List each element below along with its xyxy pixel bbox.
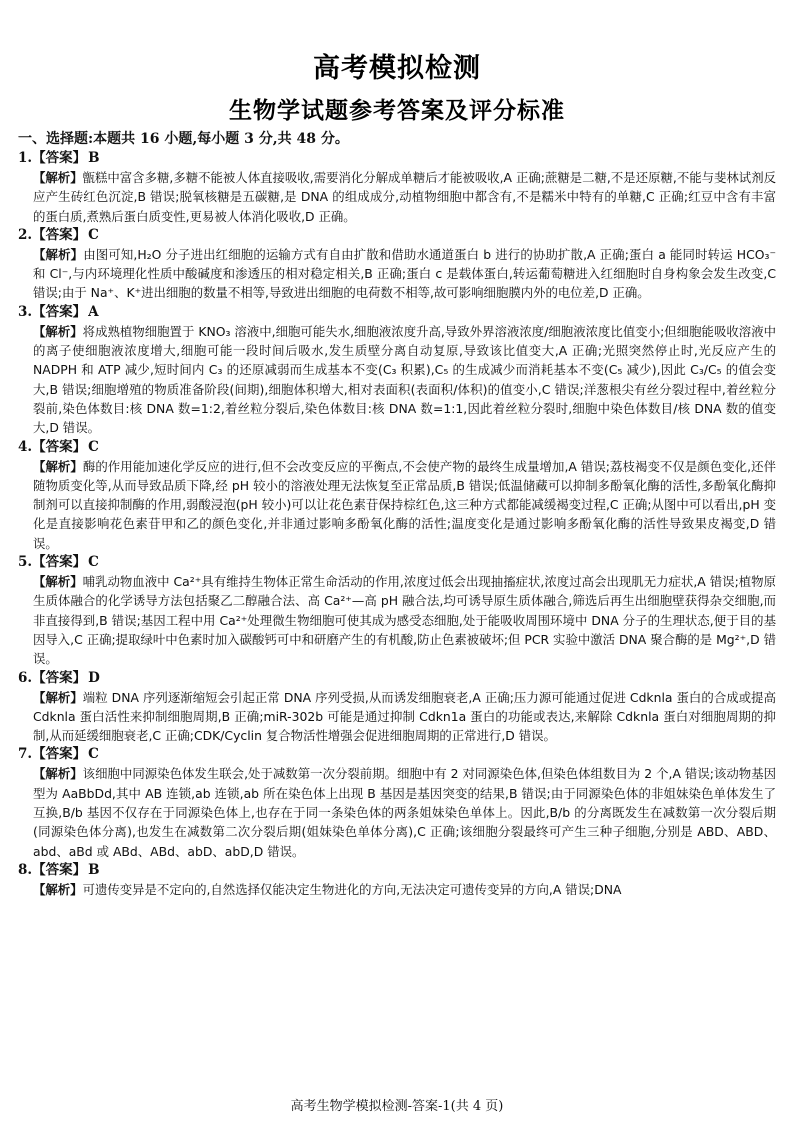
question-number: 8. bbox=[18, 861, 33, 878]
answer-label: 【答案】 bbox=[32, 303, 87, 320]
answer-line bbox=[18, 438, 776, 457]
explanation-label: 【解析】 bbox=[33, 689, 83, 705]
answer-label: 【答案】 bbox=[32, 150, 87, 166]
answer-line bbox=[18, 861, 776, 880]
question-number: 7. bbox=[18, 746, 33, 763]
question-item bbox=[18, 745, 776, 860]
question-number: 6. bbox=[18, 669, 33, 686]
page-footer: 高考生物学模拟检测-答案-1(共 4 页) bbox=[290, 1099, 504, 1114]
page-subtitle: 生物学试题参考答案及评分标准 bbox=[229, 98, 565, 124]
answer-value: C bbox=[88, 554, 99, 571]
question-item bbox=[18, 226, 776, 303]
answer-value: B bbox=[88, 861, 100, 878]
question-item bbox=[18, 303, 776, 438]
page-title: 高考模拟检测 bbox=[313, 53, 481, 84]
explanation-text: 端粒 DNA 序列逐渐缩短会引起正常 DNA 序列受损,从而诱发细胞衰老,A 正确;压力源可能通过促进 Cdknla 蛋白的合成或提高 Cdknla 蛋白活性来抑制细胞周期,B 正确;miR-302b 可能是通过抑制 Cdkn1a 蛋白的功能或表达,来解除 Cdknla 蛋白对细胞周期的抑制,从而延缓细胞衰老,C 正确;CDK/Cyclin 复合物活性增强会促进细胞周期的正常进行,D 错误。 bbox=[33, 689, 776, 744]
explanation-text: 该细胞中同源染色体发生联会,处于减数第一次分裂前期。细胞中有 2 对同源染色体,但染色体组数目为 2 个,A 错误;该动物基因型为 AaBbDd,其中 AB 连锁,ab 连锁,ab 所在染色体上出现 B 基因是基因突变的结果,B 错误;由于同源染色体的非姐妹染色单体发生了互换,B/b 基因不仅存在于同源染色体上,也存在于同一条染色体的两条姐妹染色单体上。因此,B/b 的分离既发生在减数第一次分裂后期(同源染色体分离),也发生在减数第二次分裂后期(姐妹染色单体分离),C 正确;该细胞分裂最终可产生三种子细胞,分别是 ABD、ABD、abd、aBd 或 ABd、ABd、abD、abD,D 错误。 bbox=[33, 766, 776, 859]
section-heading: 一、选择题:本题共 16 小题,每小题 3 分,共 48 分。 bbox=[18, 131, 349, 147]
question-list bbox=[18, 149, 776, 899]
explanation-text: 酶的作用能加速化学反应的进行,但不会改变反应的平衡点,不会使产物的最终生成量增加,A 错误;荔枝褐变不仅是颜色变化,还伴随物质变化等,从而导致品质下降,经 pH 较小的溶液处理无法恢复至正常品质,B 错误;低温储藏可以抑制多酚氧化酶的活性,多酚氧化酶抑制剂可以直接抑制酶的作用,弱酸浸泡(pH 较小)可以让花色素苷保持棕红色,这三种方式都能减缓褐变过程,C 正确;从图中可以看出,pH 变化是直接影响花色素苷甲和乙的颜色变化,并非通过影响多酚氧化酶的活性;温度变化是通过影响多酚氧化酶的活性导致果皮褐变,D 错误。 bbox=[33, 458, 777, 551]
answer-value: C bbox=[88, 226, 99, 243]
answer-value: D bbox=[88, 669, 100, 686]
explanation-text: 甑糕中富含多糖,多糖不能被人体直接吸收,需要消化分解成单糖后才能被吸收,A 正确;蔗糖是二糖,不是还原糖,不能与斐林试剂反应产生砖红色沉淀,B 错误;脱氧核糖是五碳糖,是 DNA 的组成成分,动植物细胞中都含有,不是糯米中特有的单糖,C 正确;红豆中含有丰富的蛋白质,煮熟后蛋白质变性,更易被人体消化吸收,D 正确。 bbox=[33, 170, 776, 224]
explanation-label: 【解析】 bbox=[33, 458, 83, 474]
question-item bbox=[18, 149, 776, 226]
answer-line bbox=[18, 745, 776, 764]
question-item bbox=[18, 438, 776, 553]
explanation-text: 由图可知,H₂O 分子进出红细胞的运输方式有自由扩散和借助水通道蛋白 b 进行的协助扩散,A 正确;蛋白 a 能同时转运 HCO₃⁻ 和 Cl⁻,与内环境理化性质中酸碱度和渗透压的相对稳定相关,B 正确;蛋白 c 是载体蛋白,转运葡萄糖进入红细胞时自身构象会发生改变,C 错误;由于 Na⁺、K⁺进出细胞的数量不相等,导致进出细胞的电荷数不相等,故可影响细胞膜内外的电位差,D 正确。 bbox=[33, 246, 777, 301]
explanation bbox=[18, 168, 776, 226]
explanation-label: 【解析】 bbox=[33, 323, 83, 339]
answer-label: 【答案】 bbox=[32, 669, 87, 686]
explanation-label: 【解析】 bbox=[33, 170, 83, 185]
explanation bbox=[18, 457, 776, 553]
question-number: 5. bbox=[18, 554, 33, 571]
answer-label: 【答案】 bbox=[32, 861, 87, 878]
answer-label: 【答案】 bbox=[32, 554, 87, 571]
explanation bbox=[18, 245, 776, 303]
answer-line bbox=[18, 226, 776, 245]
explanation bbox=[18, 688, 776, 746]
question-item bbox=[18, 861, 776, 899]
explanation bbox=[18, 572, 776, 668]
question-number: 3. bbox=[18, 303, 33, 320]
answer-label: 【答案】 bbox=[32, 746, 87, 763]
explanation-label: 【解析】 bbox=[33, 574, 83, 590]
answer-value: A bbox=[88, 303, 99, 320]
answer-value: C bbox=[88, 438, 99, 455]
answer-value: C bbox=[88, 746, 99, 763]
question-item bbox=[18, 553, 776, 668]
answer-value: B bbox=[88, 150, 100, 166]
question-number: 2. bbox=[18, 226, 33, 243]
explanation-label: 【解析】 bbox=[33, 246, 84, 262]
question-number: 1. bbox=[18, 150, 33, 166]
question-item bbox=[18, 669, 776, 746]
answer-label: 【答案】 bbox=[32, 226, 87, 243]
explanation bbox=[18, 880, 776, 899]
question-number: 4. bbox=[18, 438, 33, 455]
answer-content bbox=[18, 130, 776, 899]
explanation bbox=[18, 322, 776, 438]
explanation-label: 【解析】 bbox=[33, 766, 83, 782]
explanation-text: 将成熟植物细胞置于 KNO₃ 溶液中,细胞可能失水,细胞液浓度升高,导致外界溶液浓度/细胞液浓度比值变小;但细胞能吸收溶液中的离子使细胞液浓度增大,细胞可能一段时间后吸水,发生质壁分离自动复原,导致该比值变大,A 正确;光照突然停止时,光反应产生的 NADPH 和 ATP 减少,短时间内 C₃ 的还原减弱而生成基本不变(C₃ 积累),C₅ 的生成减少而消耗基本不变(C₅ 减少),因此 C₃/C₅ 的值会变大,B 错误;细胞增殖的物质准备阶段(间期),细胞体积增大,相对表面积(表面积/体积)的值变小,C 错误;洋葱根尖有丝分裂过程中,着丝粒分裂前,染色体数目:核 DNA 数=1:2,着丝粒分裂后,染色体数目:核 DNA 数=1:1,因此着丝粒分裂时,细胞中染色体数目/核 DNA 数的值变大,D 错误。 bbox=[33, 323, 777, 436]
explanation-text: 哺乳动物血液中 Ca²⁺具有维持生物体正常生命活动的作用,浓度过低会出现抽搐症状,浓度过高会出现肌无力症状,A 错误;植物原生质体融合的化学诱导方法包括聚乙二醇融合法、高 Ca²⁺—高 pH 融合法,均可诱导原生质体融合,筛选后再生出细胞壁获得杂交细胞,而非直接得到,B 错误;基因工程中用 Ca²⁺处理微生物细胞可使其成为感受态细胞,处于能吸收周围环境中 DNA 分子的生理状态,便于目的基因导入,C 正确;提取绿叶中色素时加入碳酸钙可中和研磨产生的有机酸,防止色素被破坏;但 PCR 实验中激活 DNA 聚合酶的是 Mg²⁺,D 错误。 bbox=[33, 574, 776, 667]
explanation-label: 【解析】 bbox=[33, 881, 83, 897]
answer-line bbox=[18, 553, 776, 572]
explanation-text: 可遗传变异是不定向的,自然选择仅能决定生物进化的方向,无法决定可遗传变异的方向,A 错误;DNA bbox=[82, 881, 622, 897]
answer-line bbox=[18, 669, 776, 688]
explanation bbox=[18, 764, 776, 860]
answer-label: 【答案】 bbox=[32, 438, 87, 455]
answer-line bbox=[18, 149, 776, 168]
answer-line bbox=[18, 303, 776, 322]
